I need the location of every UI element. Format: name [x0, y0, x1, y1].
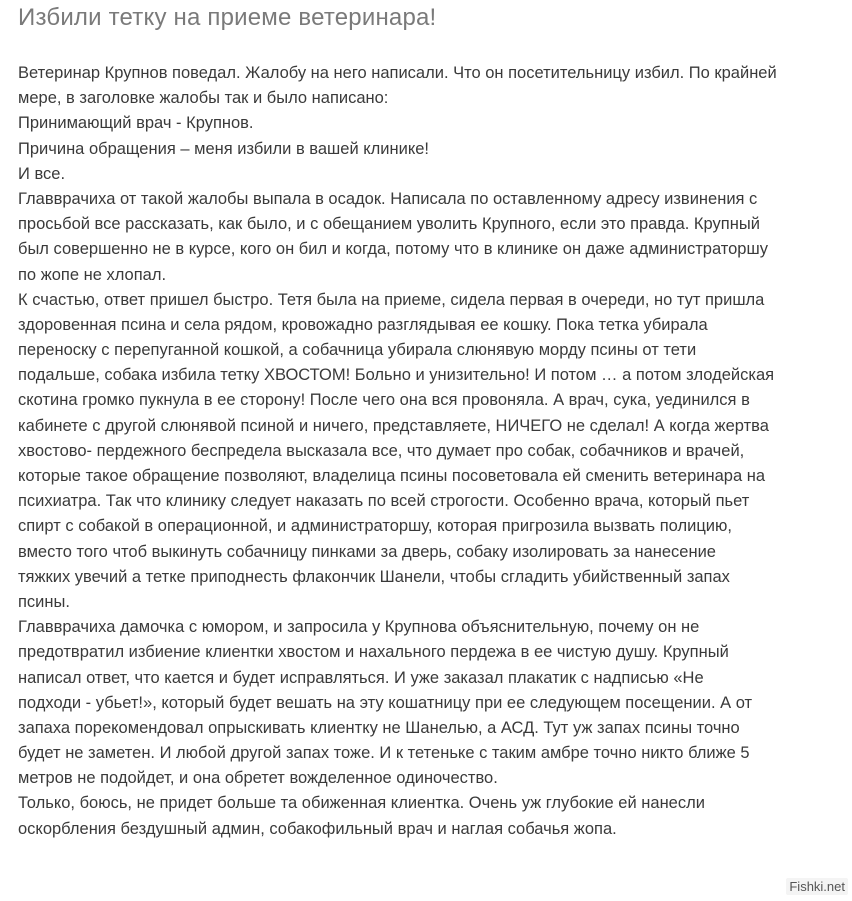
text-line: которые такое обращение позволяют, владелица псины посоветовала ей сменить ветеринара на [18, 467, 766, 485]
text-line: здоровенная псина и села рядом, кровожадно разглядывая ее кошку. Пока тетка убирала [18, 315, 708, 334]
site-watermark: Fishki.net [786, 878, 848, 895]
text-line: хвостово- пердежного беспредела высказала все, что думает про собак, собачников и врачей, [18, 441, 745, 460]
text-line: скотина громко пукнула в ее сторону! После чего она вся провоняла. А врач, сука, уединился в [18, 391, 750, 410]
text-line: вместо того чтоб выкинуть собачницу пинками за дверь, собаку изолировать за нанесение [18, 542, 716, 561]
text-line: Причина обращения – меня избили в вашей клинике! [18, 139, 430, 158]
text-line: мере, в заголовке жалобы так и было написано: [18, 89, 389, 108]
text-line: психиатра. Так что клинику следует наказать по всей строгости. Особенно врача, который пьет [18, 492, 750, 511]
text-line: будет не заметен. И любой другой запах тоже. И к тетеньке с таким амбре точно никто ближе 5 [18, 744, 750, 763]
text-line: Главврачиха от такой жалобы выпала в осадок. Написала по оставленному адресу извинения с [18, 189, 758, 208]
text-line: Главврачиха дамочка с юмором, и запросила у Крупнова объяснительную, почему он не [18, 618, 700, 637]
text-line: Принимающий врач - Крупнов. [18, 114, 254, 133]
text-line: И все. [18, 164, 66, 183]
text-line: просьбой все рассказать, как было, и с обещанием уволить Крупного, если это правда. Крупный [18, 215, 760, 234]
text-line: Ветеринар Крупнов поведал. Жалобу на него написали. Что он посетительницу избил. По крайней [18, 64, 777, 82]
text-line: спирт с собакой в операционной, и администраторшу, которая пригрозила вызвать полицию, [18, 517, 732, 536]
text-line: подходи - убьет!», который будет вешать на эту кошатницу при ее следующем посещении. А от [18, 693, 753, 712]
text-line: Только, боюсь, не придет больше та обиженная клиентка. Очень уж глубокие ей нанесли [18, 794, 705, 813]
text-line: кабинете с другой слюнявой псиной и ничего, представляете, НИЧЕГО не сделал! А когда жертва [18, 416, 769, 435]
post-body [18, 61, 848, 842]
text-line: тяжких увечий а тетке приподнесть флакончик Шанели, чтобы сгладить убийственный запах [18, 567, 730, 586]
text-line: метров не подойдет, и она обретет вожделенное одиночество. [18, 769, 498, 788]
text-line: запаха порекомендовал опрыскивать клиентку не Шанелью, а АСД. Тут уж запах псины точно [18, 718, 740, 737]
text-line: предотвратил избиение клиентки хвостом и нахального пердежа в ее чистую душу. Крупный [18, 643, 729, 662]
text-line: оскорбления бездушный админ, собакофильный врач и наглая собачья жопа. [18, 819, 617, 838]
text-line: был совершенно не в курсе, кого он бил и когда, потому что в клинике он даже администраторшу [18, 240, 768, 259]
text-line: написал ответ, что кается и будет исправляться. И уже заказал плакатик с надписью «Не [18, 668, 704, 687]
text-line: переноску с перепуганной кошкой, а собачница убирала слюнявую морду псины от тети [18, 341, 697, 360]
text-line: К счастью, ответ пришел быстро. Тетя была на приеме, сидела первая в очереди, но тут пришла [18, 290, 765, 309]
post-title: Избили тетку на приеме ветеринара! [18, 4, 437, 31]
text-line: по жопе не хлопал. [18, 265, 167, 284]
text-line: подальше, собака избила тетку ХВОСТОМ! Больно и унизительно! И потом … а потом злодейская [18, 366, 775, 385]
text-line: псины. [18, 592, 70, 611]
